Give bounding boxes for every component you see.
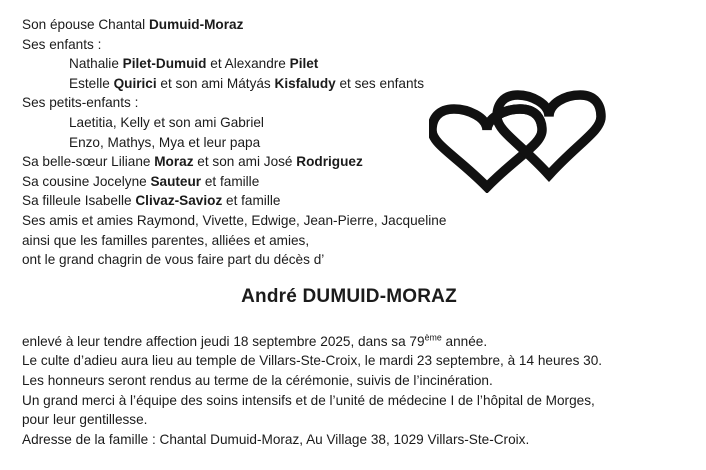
- honors-line: Les honneurs seront rendus au terme de la cérémonie, suivis de l’incinération.: [22, 372, 493, 388]
- sister-in-law-line: Sa belle-sœur Liliane Moraz et son ami José Rodriguez: [22, 154, 363, 170]
- families-line: ainsi que les familles parentes, alliées et amies,: [22, 232, 310, 248]
- child-line-2: Estelle Quirici et son ami Mátyás Kisfaludy et ses enfants: [69, 75, 425, 91]
- sorrow-line: ont le grand chagrin de vous faire part du décès d’: [22, 252, 325, 268]
- friends-line: Ses amis et amies Raymond, Vivette, Edwige, Jean-Pierre, Jacqueline: [22, 212, 447, 228]
- thanks-line-1: Un grand merci à l’équipe des soins intensifs et de l’unité de médecine I de l’hôpital de Morges,: [22, 392, 595, 408]
- grandchild-line-1: Laetitia, Kelly et son ami Gabriel: [69, 114, 264, 130]
- goddaughter-line: Sa filleule Isabelle Clivaz-Savioz et famille: [22, 193, 281, 209]
- grandchildren-header-line: Ses petits-enfants :: [22, 95, 139, 111]
- deceased-name: André DUMUID-MORAZ: [241, 285, 457, 307]
- spouse-line: Son épouse Chantal Dumuid-Moraz: [22, 17, 244, 32]
- family-address-line: Adresse de la famille : Chantal Dumuid-Moraz, Au Village 38, 1029 Villars-Ste-Croix.: [22, 431, 530, 447]
- announcement-text: [22, 15, 688, 449]
- grandchild-line-2: Enzo, Mathys, Mya et leur papa: [69, 134, 261, 150]
- ceremony-line: Le culte d’adieu aura lieu au temple de Villars-Ste-Croix, le mardi 23 septembre, à 14 heures 30.: [22, 353, 603, 369]
- child-line-1: Nathalie Pilet-Dumuid et Alexandre Pilet: [69, 56, 319, 72]
- children-header-line: Ses enfants :: [22, 36, 102, 52]
- thanks-line-2: pour leur gentillesse.: [22, 412, 148, 428]
- cousin-line: Sa cousine Jocelyne Sauteur et famille: [22, 173, 260, 189]
- death-date-line: enlevé à leur tendre affection jeudi 18 septembre 2025, dans sa 79ème année.: [22, 332, 488, 349]
